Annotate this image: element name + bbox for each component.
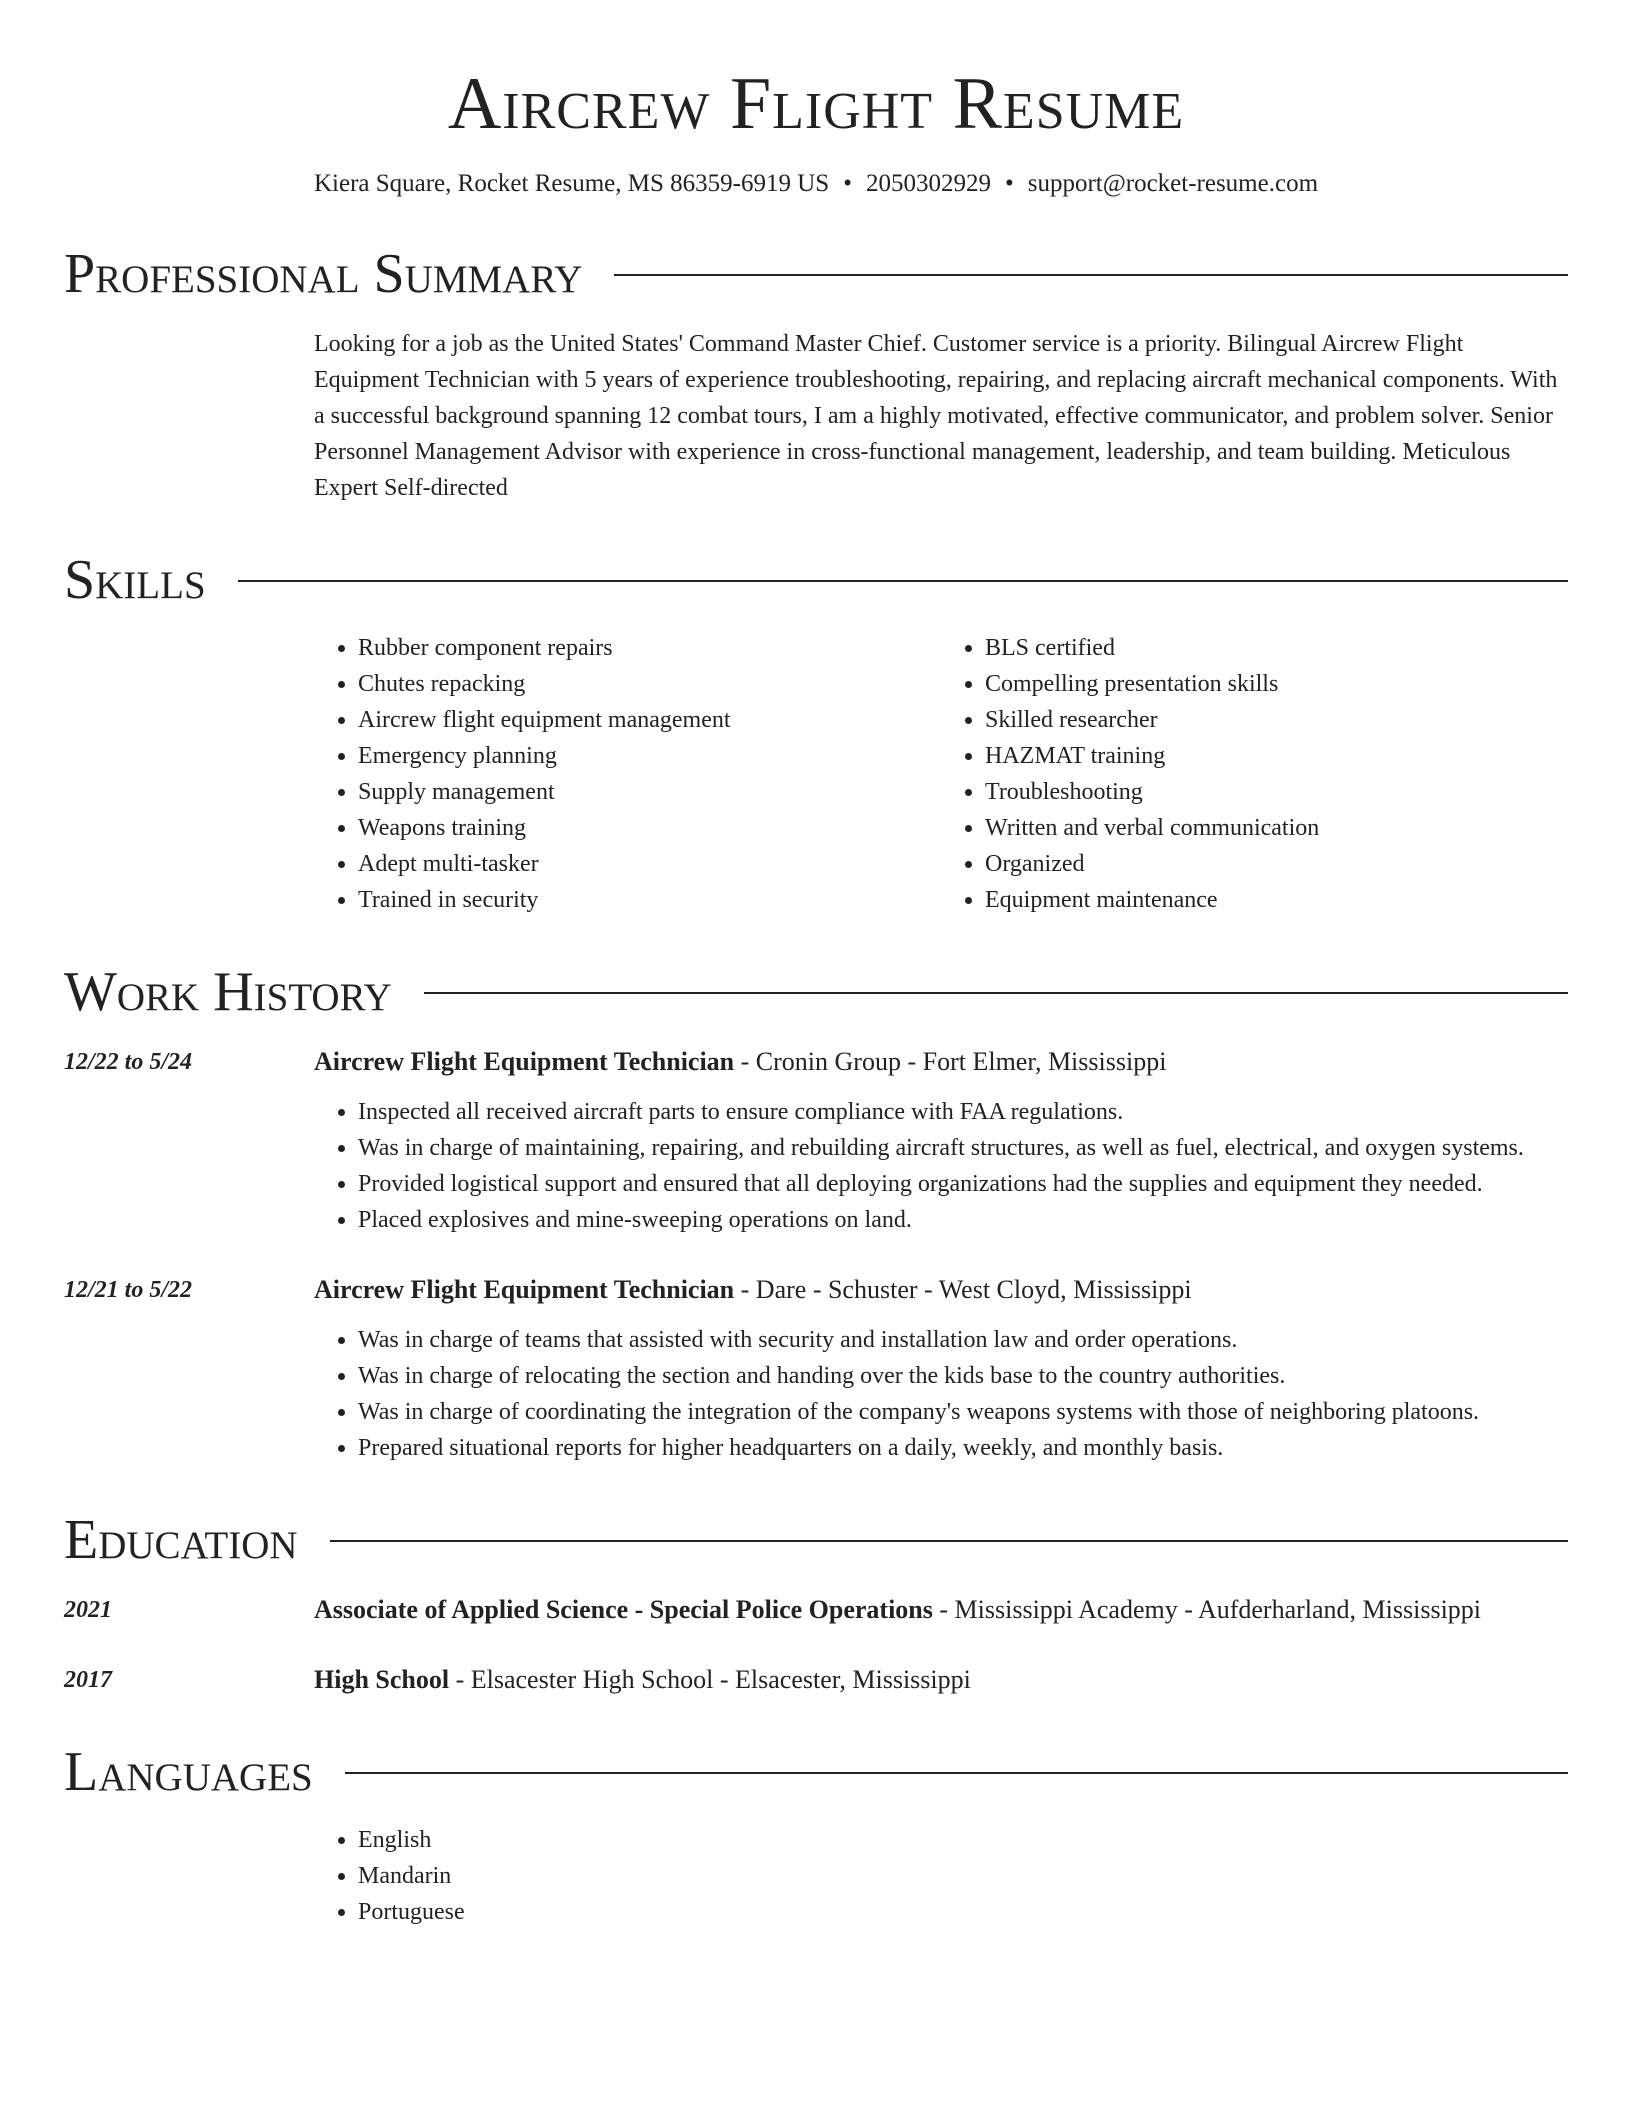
education-year: 2017 — [64, 1667, 112, 1693]
education-entry — [64, 1592, 1568, 1628]
job-bullet: • Provided logistical support and ensured that all deploying organizations had the supplies and equipment they needed. — [358, 1166, 1568, 1202]
section-divider — [330, 1540, 1568, 1542]
skill-item: • Supply management — [358, 774, 941, 810]
skill-item: • Rubber component repairs — [358, 630, 941, 666]
job-details: - Cronin Group - Fort Elmer, Mississippi — [734, 1047, 1167, 1076]
skill-item: • Trained in security — [358, 882, 941, 918]
skill-item: • HAZMAT training — [985, 738, 1568, 774]
section-header-summary — [64, 242, 1568, 306]
section-title: Professional Summary — [64, 243, 583, 305]
job-content — [314, 1272, 1568, 1466]
skill-item: • Organized — [985, 846, 1568, 882]
skill-item: • Troubleshooting — [985, 774, 1568, 810]
skill-item: • Adept multi-tasker — [358, 846, 941, 882]
skills-list-left — [314, 630, 941, 918]
section-header-languages — [64, 1740, 1568, 1804]
skill-item: • Equipment maintenance — [985, 882, 1568, 918]
skill-item: • Written and verbal communication — [985, 810, 1568, 846]
section-title: Education — [64, 1509, 298, 1571]
skill-item: • BLS certified — [985, 630, 1568, 666]
skills-grid — [314, 630, 1568, 918]
job-bullet: • Was in charge of teams that assisted with security and installation law and order operations. — [358, 1322, 1568, 1358]
job-bullet: • Was in charge of coordinating the integration of the company's weapons systems with those of neighboring platoons. — [358, 1394, 1568, 1430]
job-details: - Dare - Schuster - West Cloyd, Mississippi — [734, 1275, 1192, 1304]
job-bullets — [314, 1322, 1568, 1466]
contact-line — [64, 168, 1568, 200]
resume-name: Aircrew Flight Resume — [447, 63, 1185, 145]
job-date: 12/21 to 5/22 — [64, 1277, 193, 1303]
education-degree: High School — [314, 1665, 450, 1694]
section-title: Work History — [64, 961, 392, 1023]
job-bullets — [314, 1094, 1568, 1238]
section-divider — [345, 1772, 1568, 1774]
job-bullet: • Inspected all received aircraft parts to ensure compliance with FAA regulations. — [358, 1094, 1568, 1130]
education-line — [314, 1592, 1568, 1628]
skill-item: • Aircrew flight equipment management — [358, 702, 941, 738]
section-header-work — [64, 960, 1568, 1024]
skill-item: • Chutes repacking — [358, 666, 941, 702]
section-header-skills — [64, 548, 1568, 612]
language-item: • Mandarin — [358, 1858, 1568, 1894]
separator-dot: • — [1004, 170, 1014, 197]
education-details: - Mississippi Academy - Aufderharland, Mississippi — [932, 1595, 1482, 1624]
skill-item: • Skilled researcher — [985, 702, 1568, 738]
email: support@rocket-resume.com — [1027, 170, 1319, 197]
summary-text: Looking for a job as the United States' Command Master Chief. Customer service is a priority. Bilingual Aircrew Flight Equipment Technician with 5 years of experience troubleshooting, repairing, and replacing aircraft mechanical components. With a successful background spanning 12 combat tours, I am a highly motivated, effective communicator, and problem solver. Senior Personnel Management Advisor with experience in cross-functional management, leadership, and team building. Meticulous Expert Self-directed — [314, 331, 1558, 501]
job-entry — [64, 1272, 1568, 1466]
section-title: Languages — [64, 1741, 313, 1803]
language-item: • English — [358, 1822, 1568, 1858]
job-title: Aircrew Flight Equipment Technician — [314, 1047, 735, 1076]
education-line — [314, 1662, 1568, 1698]
job-bullet: • Was in charge of maintaining, repairing, and rebuilding aircraft structures, as well as fuel, electrical, and oxygen systems. — [358, 1130, 1568, 1166]
job-title-line — [314, 1044, 1568, 1080]
education-degree: Associate of Applied Science - Special Police Operations — [314, 1595, 933, 1624]
section-divider — [614, 274, 1568, 276]
section-divider — [238, 580, 1568, 582]
job-bullet: • Prepared situational reports for higher headquarters on a daily, weekly, and monthly basis. — [358, 1430, 1568, 1466]
language-item: • Portuguese — [358, 1894, 1568, 1930]
job-bullet: • Was in charge of relocating the section and handing over the kids base to the country authorities. — [358, 1358, 1568, 1394]
job-bullet: • Placed explosives and mine-sweeping operations on land. — [358, 1202, 1568, 1238]
languages-list — [314, 1822, 1568, 1930]
skill-item: • Emergency planning — [358, 738, 941, 774]
section-title: Skills — [64, 549, 206, 611]
job-entry — [64, 1044, 1568, 1238]
languages-list-wrapper — [314, 1822, 1568, 1930]
job-date: 12/22 to 5/24 — [64, 1049, 193, 1075]
skill-item: • Weapons training — [358, 810, 941, 846]
education-entry — [64, 1662, 1568, 1698]
separator-dot: • — [843, 170, 852, 197]
job-title: Aircrew Flight Equipment Technician — [314, 1275, 735, 1304]
job-content — [314, 1044, 1568, 1238]
skills-list-right — [941, 630, 1568, 918]
address: Kiera Square, Rocket Resume, MS 86359-6919 US — [313, 170, 830, 197]
skill-item: • Compelling presentation skills — [985, 666, 1568, 702]
education-details: - Elsacester High School - Elsacester, Mississippi — [449, 1665, 971, 1694]
education-year: 2021 — [64, 1597, 112, 1623]
phone: 2050302929 — [865, 170, 991, 197]
section-header-education — [64, 1508, 1568, 1572]
section-divider — [424, 992, 1568, 994]
job-title-line — [314, 1272, 1568, 1308]
